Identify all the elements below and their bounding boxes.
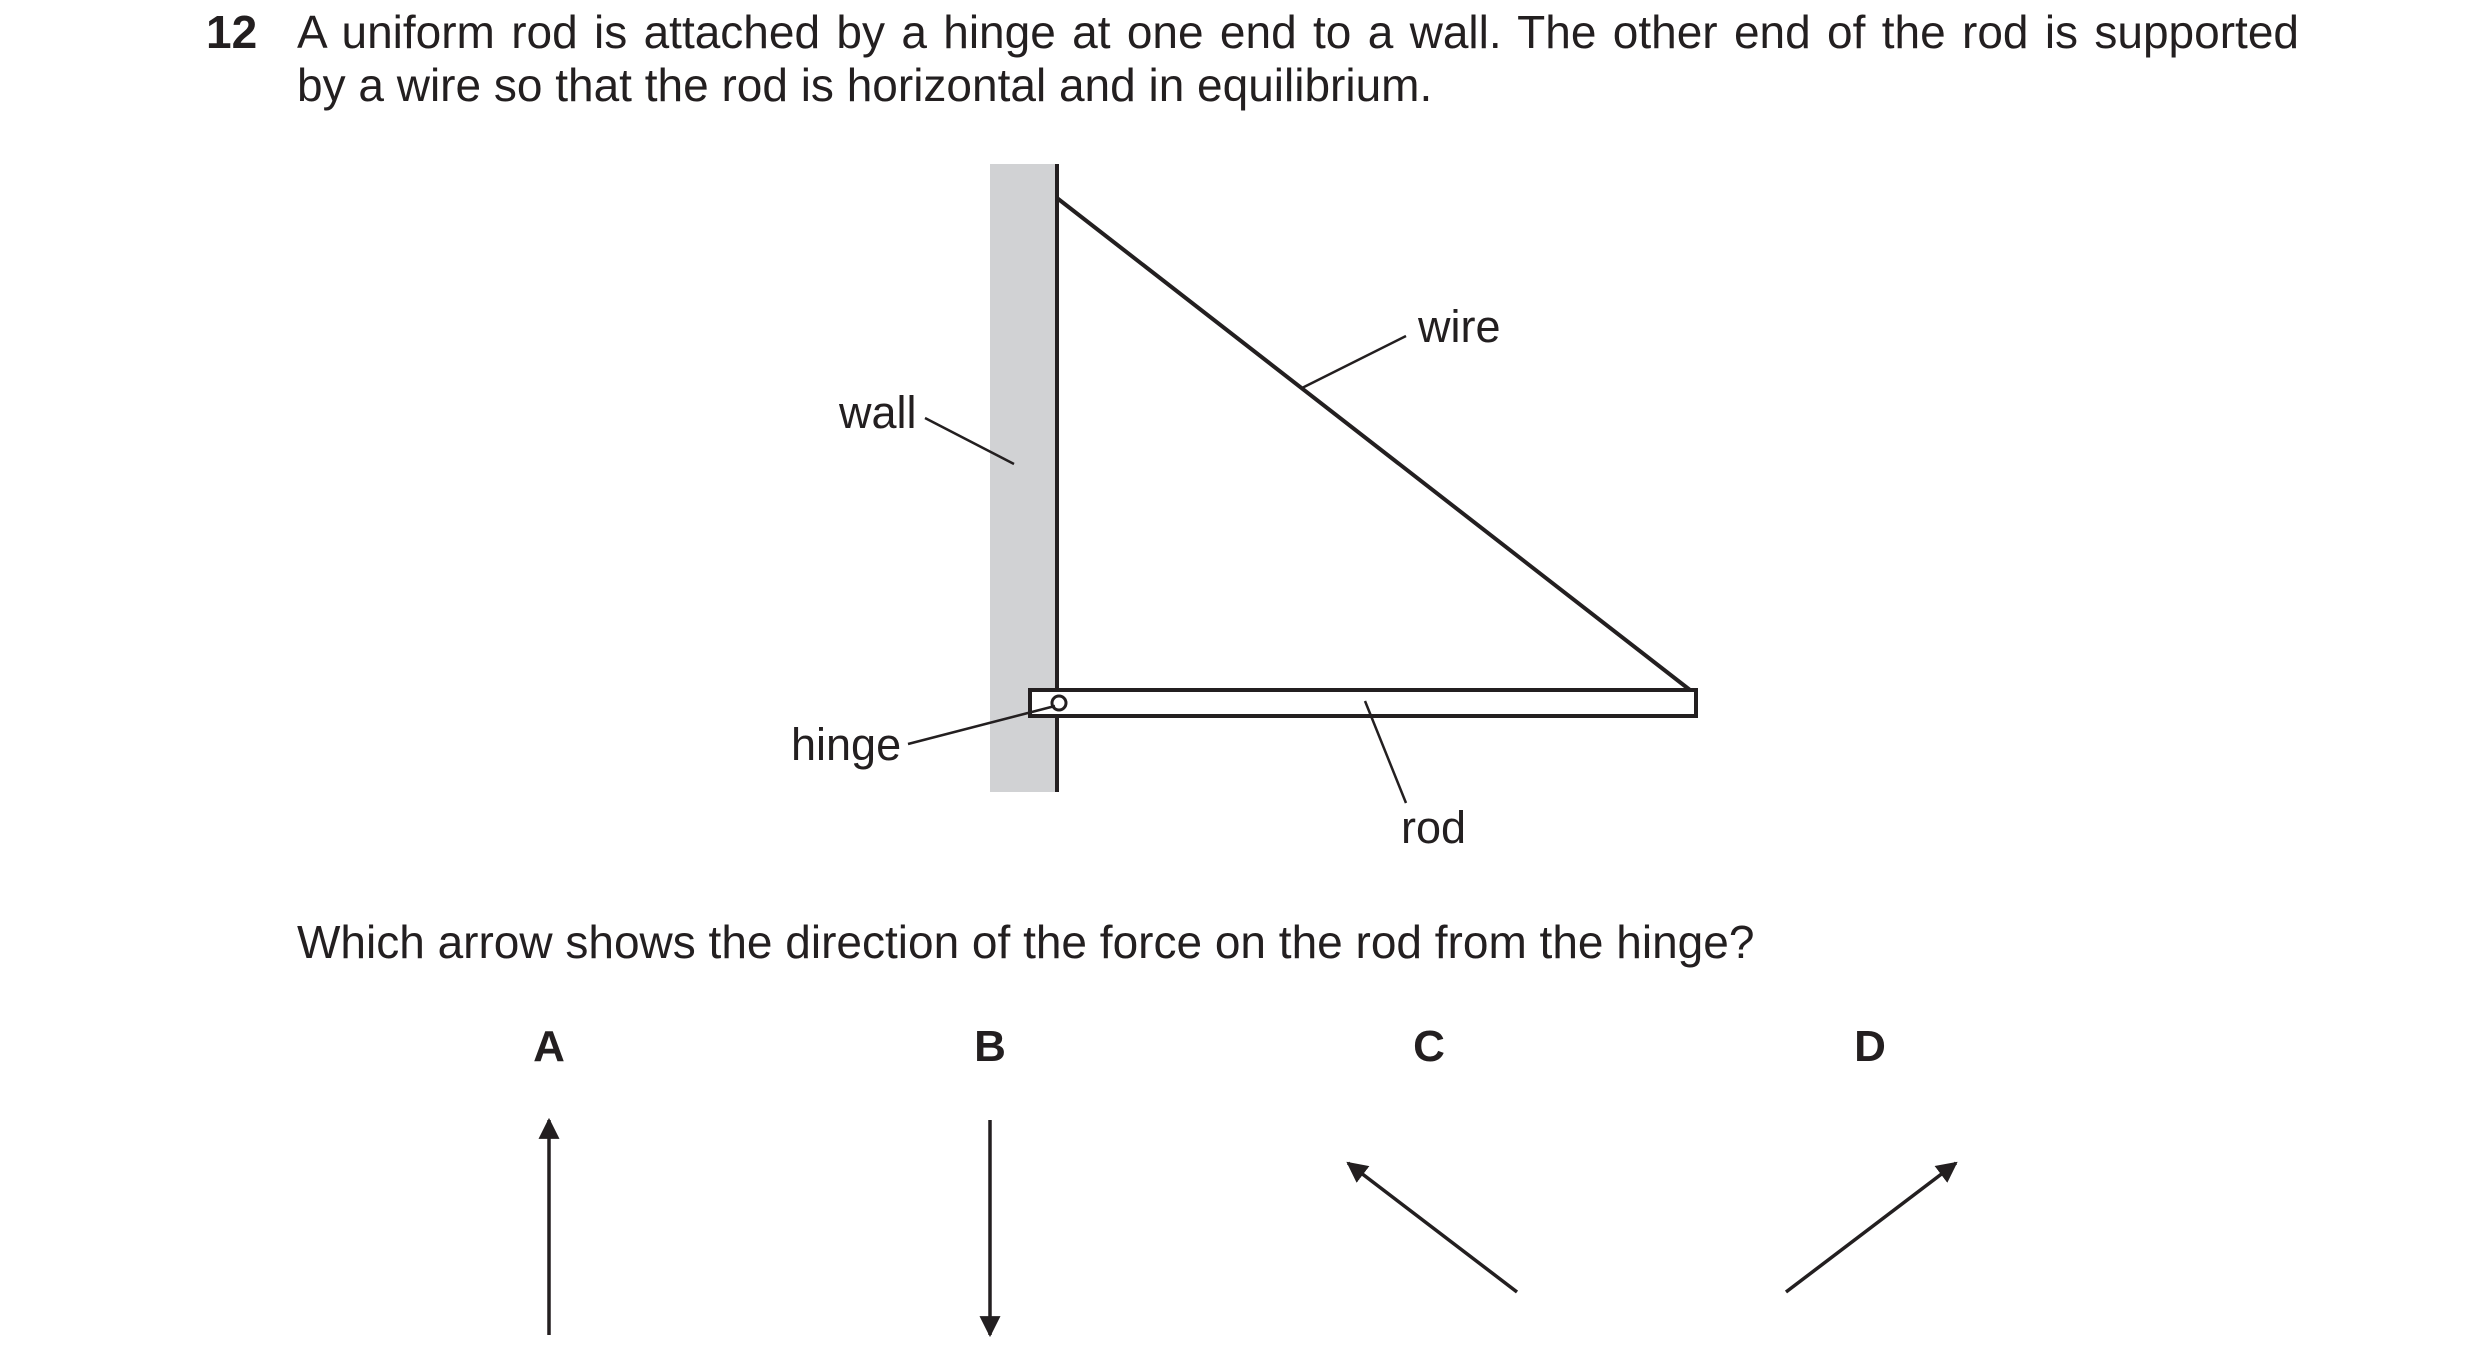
wire-label: wire [1418, 301, 1501, 352]
option-a-label: A [533, 1022, 565, 1071]
option-d-arrow [1786, 1163, 1956, 1292]
rod [1030, 690, 1696, 716]
option-b-label: B [974, 1022, 1006, 1071]
question-text-line-2: by a wire so that the rod is horizontal and in equilibrium. [297, 59, 1433, 111]
question-text-line-1: A uniform rod is attached by a hinge at one end to a wall. The other end of the rod is supported [297, 6, 2299, 58]
question-prompt: Which arrow shows the direction of the force on the rod from the hinge? [297, 916, 1755, 968]
rod-label: rod [1401, 802, 1467, 853]
wall-label: wall [839, 387, 917, 438]
question-number: 12 [206, 6, 258, 58]
hinge [1052, 696, 1066, 710]
option-c-arrow [1348, 1163, 1517, 1292]
hinge-label: hinge [791, 719, 902, 770]
option-c-label: C [1413, 1022, 1445, 1071]
option-d-label: D [1854, 1022, 1886, 1071]
wire [1057, 198, 1690, 690]
wire-leader-line [1302, 336, 1406, 388]
